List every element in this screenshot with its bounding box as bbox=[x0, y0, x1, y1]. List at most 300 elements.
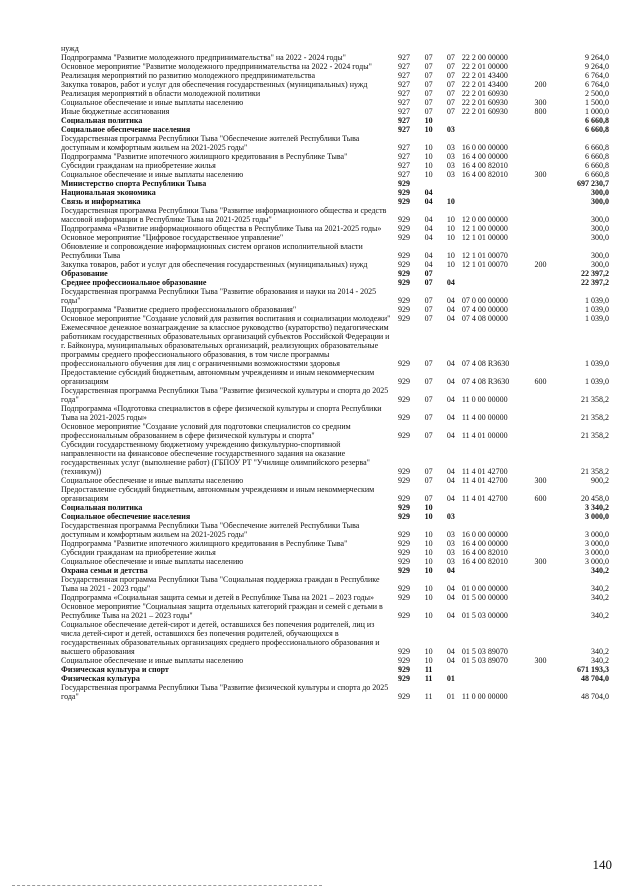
row-amount: 300,0 bbox=[591, 260, 609, 269]
row-subsection-code: 03 bbox=[446, 530, 455, 539]
row-amount: 21 358,2 bbox=[581, 395, 609, 404]
row-amount: 340,2 bbox=[591, 593, 609, 602]
row-section-code: 10 bbox=[424, 611, 433, 620]
row-name: Социальное обеспечение и иные выплаты населению bbox=[61, 170, 244, 179]
row-expense-type: 300 bbox=[534, 656, 547, 665]
row-name: Социальное обеспечение населения bbox=[61, 512, 191, 521]
row-expense-type bbox=[528, 89, 552, 98]
row-expense-type bbox=[528, 521, 552, 539]
row-gr-code: 929 bbox=[397, 305, 410, 314]
row-gr-code: 929 bbox=[397, 179, 410, 188]
row-name: Подпрограмма "Развитие среднего профессионального образования" bbox=[61, 305, 297, 314]
row-name: Государственная программа Республики Тыва "Обеспечение жителей Республики Тыва доступным и комфортным жильем на 2021-2025 годы" bbox=[61, 134, 360, 152]
row-amount: 9 264,0 bbox=[585, 62, 609, 71]
row-name: Подпрограмма «Развитие информационного общества в Республике Тыва на 2021-2025 годы» bbox=[61, 224, 382, 233]
row-subsection-code: 04 bbox=[446, 413, 455, 422]
row-expense-type: 200 bbox=[534, 260, 547, 269]
table-row bbox=[61, 602, 609, 620]
page-number: 140 bbox=[592, 857, 612, 872]
row-name: Социальное обеспечение и иные выплаты населению bbox=[61, 557, 244, 566]
row-gr-code: 927 bbox=[397, 161, 410, 170]
row-gr-code: 929 bbox=[397, 584, 410, 593]
row-name: Предоставление субсидий бюджетным, автономным учреждениям и иным некоммерческим организациям bbox=[61, 368, 375, 386]
row-target-code bbox=[462, 566, 528, 575]
row-subsection-code bbox=[440, 44, 462, 53]
table-row bbox=[61, 422, 609, 440]
table-row bbox=[61, 368, 609, 386]
row-gr-code: 929 bbox=[397, 530, 410, 539]
row-name: Закупка товаров, работ и услуг для обеспечения государственных (муниципальных) нужд bbox=[61, 80, 368, 89]
row-target-code: 11 4 01 42700 bbox=[461, 494, 508, 503]
row-expense-type: 300 bbox=[534, 557, 547, 566]
row-gr-code: 929 bbox=[397, 656, 410, 665]
row-expense-type bbox=[528, 53, 552, 62]
row-section-code: 07 bbox=[424, 278, 433, 287]
row-section-code: 07 bbox=[424, 71, 433, 80]
row-target-code: 11 4 01 42700 bbox=[461, 476, 508, 485]
row-subsection-code: 03 bbox=[446, 512, 455, 521]
row-subsection-code: 04 bbox=[446, 305, 455, 314]
row-expense-type bbox=[528, 404, 552, 422]
row-subsection-code: 04 bbox=[446, 584, 455, 593]
row-target-code: 12 1 01 00070 bbox=[461, 260, 508, 269]
row-name: Министерство спорта Республики Тыва bbox=[61, 179, 207, 188]
row-target-code bbox=[462, 278, 528, 287]
table-row bbox=[61, 557, 609, 566]
row-amount: 340,2 bbox=[591, 566, 609, 575]
table-row bbox=[61, 656, 609, 665]
table-row bbox=[61, 539, 609, 548]
row-name: Государственная программа Республики Тыва "Развитие информационного общества и средств массовой информации в Республике Тыва на 2021-2025 годы" bbox=[61, 206, 387, 224]
row-expense-type bbox=[528, 44, 552, 53]
row-section-code: 07 bbox=[424, 395, 433, 404]
row-gr-code: 929 bbox=[397, 593, 410, 602]
row-expense-type bbox=[528, 152, 552, 161]
row-section-code: 11 bbox=[424, 665, 433, 674]
row-amount: 1 500,0 bbox=[585, 98, 609, 107]
row-gr-code: 927 bbox=[397, 152, 410, 161]
row-section-code: 04 bbox=[424, 224, 433, 233]
row-amount: 6 764,0 bbox=[585, 71, 609, 80]
row-amount: 21 358,2 bbox=[581, 431, 609, 440]
row-subsection-code: 04 bbox=[446, 476, 455, 485]
row-amount: 340,2 bbox=[591, 647, 609, 656]
row-expense-type: 600 bbox=[534, 494, 547, 503]
row-name: Национальная экономика bbox=[61, 188, 156, 197]
row-name: Субсидии гражданам на приобретение жилья bbox=[61, 548, 216, 557]
row-subsection-code: 07 bbox=[446, 71, 455, 80]
row-target-code: 12 0 00 00000 bbox=[461, 215, 508, 224]
row-expense-type: 200 bbox=[534, 80, 547, 89]
row-amount: 21 358,2 bbox=[581, 413, 609, 422]
row-subsection-code: 04 bbox=[446, 377, 455, 386]
row-gr-code: 929 bbox=[397, 197, 410, 206]
row-subsection-code bbox=[440, 188, 462, 197]
row-target-code: 07 4 00 00000 bbox=[461, 305, 508, 314]
row-name: Подпрограмма "Развитие ипотечного жилищного кредитования в Республике Тыва" bbox=[61, 539, 348, 548]
table-row bbox=[61, 125, 609, 134]
row-amount: 340,2 bbox=[591, 584, 609, 593]
row-target-code: 01 5 03 89070 bbox=[461, 656, 508, 665]
row-section-code: 07 bbox=[424, 89, 433, 98]
row-name: Государственная программа Республики Тыва "Обеспечение жителей Республики Тыва доступным и комфортным жильем на 2021-2025 годы" bbox=[61, 521, 360, 539]
row-section-code: 07 bbox=[424, 467, 433, 476]
row-section-code: 07 bbox=[424, 494, 433, 503]
table-row bbox=[61, 134, 609, 152]
row-gr-code: 929 bbox=[397, 233, 410, 242]
row-target-code: 11 4 01 42700 bbox=[461, 467, 508, 476]
row-target-code: 07 4 08 R3630 bbox=[461, 359, 510, 368]
row-amount: 300,0 bbox=[591, 251, 609, 260]
row-amount: 1 039,0 bbox=[585, 377, 609, 386]
row-section-code: 07 bbox=[424, 377, 433, 386]
row-subsection-code: 04 bbox=[446, 296, 455, 305]
row-amount: 340,2 bbox=[591, 656, 609, 665]
row-expense-type bbox=[528, 602, 552, 620]
row-target-code: 22 2 01 43400 bbox=[461, 80, 508, 89]
row-target-code: 11 0 00 00000 bbox=[461, 692, 508, 701]
row-section-code: 10 bbox=[424, 116, 433, 125]
table-row bbox=[61, 107, 609, 116]
row-amount: 9 264,0 bbox=[585, 53, 609, 62]
row-amount: 22 397,2 bbox=[581, 278, 609, 287]
row-name: Основное мероприятие "Цифровое государственное управление" bbox=[61, 233, 284, 242]
row-amount: 3 000,0 bbox=[585, 557, 609, 566]
row-expense-type: 300 bbox=[534, 476, 547, 485]
row-name: Социальное обеспечение населения bbox=[61, 125, 191, 134]
row-expense-type bbox=[528, 503, 552, 512]
row-name: Субсидии гражданам на приобретение жилья bbox=[61, 161, 216, 170]
row-section-code: 10 bbox=[424, 647, 433, 656]
row-section-code: 10 bbox=[424, 170, 433, 179]
row-expense-type bbox=[528, 440, 552, 476]
row-subsection-code: 10 bbox=[446, 233, 455, 242]
row-target-code bbox=[462, 503, 528, 512]
row-subsection-code: 01 bbox=[446, 674, 455, 683]
row-expense-type bbox=[528, 323, 552, 368]
row-subsection-code: 03 bbox=[446, 143, 455, 152]
row-name: Физическая культура и спорт bbox=[61, 665, 169, 674]
table-row bbox=[61, 89, 609, 98]
row-section-code: 10 bbox=[424, 143, 433, 152]
row-amount: 300,0 bbox=[591, 224, 609, 233]
row-target-code bbox=[462, 125, 528, 134]
table-row bbox=[61, 620, 609, 656]
row-subsection-code: 03 bbox=[446, 170, 455, 179]
table-row bbox=[61, 224, 609, 233]
row-amount: 6 660,8 bbox=[585, 116, 609, 125]
row-section-code: 10 bbox=[424, 125, 433, 134]
row-subsection-code: 03 bbox=[446, 161, 455, 170]
row-target-code bbox=[462, 44, 528, 53]
row-gr-code: 929 bbox=[397, 278, 410, 287]
row-expense-type bbox=[528, 242, 552, 260]
row-section-code: 04 bbox=[424, 233, 433, 242]
row-target-code bbox=[462, 512, 528, 521]
row-name: Основное мероприятие "Создание условий для развития воспитания и социализации молодежи" bbox=[61, 314, 391, 323]
table-row bbox=[61, 278, 609, 287]
row-amount: 20 458,0 bbox=[581, 494, 609, 503]
row-expense-type: 300 bbox=[534, 98, 547, 107]
row-gr-code: 929 bbox=[397, 395, 410, 404]
row-expense-type bbox=[528, 197, 552, 206]
table-row bbox=[61, 44, 609, 53]
budget-table-body bbox=[61, 44, 609, 701]
row-amount: 6 660,8 bbox=[585, 125, 609, 134]
row-section-code: 10 bbox=[424, 566, 433, 575]
row-name: Реализация мероприятий в области молодежной политики bbox=[61, 89, 261, 98]
row-subsection-code: 03 bbox=[446, 548, 455, 557]
row-target-code bbox=[462, 179, 528, 188]
row-gr-code: 929 bbox=[397, 548, 410, 557]
table-row bbox=[61, 242, 609, 260]
row-expense-type bbox=[528, 539, 552, 548]
row-gr-code: 927 bbox=[397, 170, 410, 179]
row-target-code: 12 1 01 00000 bbox=[461, 233, 508, 242]
row-subsection-code bbox=[440, 116, 462, 125]
row-gr-code: 929 bbox=[397, 647, 410, 656]
row-name: Основное мероприятие "Социальная защита отдельных категорий граждан и семей с детьми в Республике Тыва на 2021 – 2023 годы" bbox=[61, 602, 383, 620]
row-subsection-code: 04 bbox=[446, 314, 455, 323]
row-gr-code: 929 bbox=[397, 314, 410, 323]
row-expense-type bbox=[528, 269, 552, 278]
row-name: Основное мероприятие "Создание условий для подготовки специалистов со средним профессиональным образованием в сфере физической культуры и спорта" bbox=[61, 422, 351, 440]
row-amount: 340,2 bbox=[591, 611, 609, 620]
row-expense-type bbox=[528, 314, 552, 323]
row-amount: 1 039,0 bbox=[585, 305, 609, 314]
row-name: Обновление и сопровождение информационных систем органов исполнительной власти Республики Тыва bbox=[61, 242, 363, 260]
table-row bbox=[61, 188, 609, 197]
row-target-code: 16 4 00 00000 bbox=[461, 152, 508, 161]
row-target-code bbox=[462, 269, 528, 278]
row-subsection-code: 04 bbox=[446, 278, 455, 287]
row-section-code: 10 bbox=[424, 584, 433, 593]
table-row bbox=[61, 485, 609, 503]
row-name: Связь и информатика bbox=[61, 197, 141, 206]
row-section-code: 11 bbox=[424, 692, 433, 701]
row-subsection-code: 07 bbox=[446, 89, 455, 98]
row-subsection-code: 10 bbox=[446, 224, 455, 233]
row-gr-code: 929 bbox=[397, 260, 410, 269]
row-gr-code: 927 bbox=[397, 71, 410, 80]
row-name: Среднее профессиональное образование bbox=[61, 278, 207, 287]
row-expense-type bbox=[528, 593, 552, 602]
row-target-code: 01 0 00 00000 bbox=[461, 584, 508, 593]
row-subsection-code: 07 bbox=[446, 80, 455, 89]
row-subsection-code bbox=[440, 503, 462, 512]
row-section-code: 07 bbox=[424, 296, 433, 305]
row-gr-code: 929 bbox=[397, 224, 410, 233]
row-amount: 3 000,0 bbox=[585, 530, 609, 539]
row-target-code: 16 4 00 00000 bbox=[461, 539, 508, 548]
row-amount: 6 660,8 bbox=[585, 170, 609, 179]
footer-rule bbox=[12, 885, 322, 886]
table-row bbox=[61, 233, 609, 242]
row-section-code: 07 bbox=[424, 107, 433, 116]
row-subsection-code: 10 bbox=[446, 260, 455, 269]
row-amount: 697 230,7 bbox=[577, 179, 609, 188]
row-gr-code: 927 bbox=[397, 143, 410, 152]
row-target-code: 07 4 08 00000 bbox=[461, 314, 508, 323]
row-expense-type: 800 bbox=[534, 107, 547, 116]
row-section-code: 07 bbox=[424, 53, 433, 62]
table-row bbox=[61, 206, 609, 224]
table-row bbox=[61, 683, 609, 701]
row-amount: 300,0 bbox=[591, 215, 609, 224]
row-gr-code: 929 bbox=[397, 611, 410, 620]
table-row bbox=[61, 521, 609, 539]
row-gr-code: 929 bbox=[397, 188, 410, 197]
row-target-code: 12 1 01 00070 bbox=[461, 251, 508, 260]
row-amount: 300,0 bbox=[591, 197, 609, 206]
row-gr-code: 929 bbox=[397, 566, 410, 575]
row-subsection-code: 04 bbox=[446, 431, 455, 440]
table-row bbox=[61, 440, 609, 476]
row-subsection-code: 10 bbox=[446, 251, 455, 260]
table-row bbox=[61, 116, 609, 125]
row-target-code: 16 4 00 82010 bbox=[461, 557, 508, 566]
row-target-code: 16 0 00 00000 bbox=[461, 530, 508, 539]
row-expense-type bbox=[528, 287, 552, 305]
row-subsection-code: 03 bbox=[446, 125, 455, 134]
row-gr-code: 929 bbox=[397, 431, 410, 440]
row-subsection-code: 04 bbox=[446, 359, 455, 368]
row-amount: 1 000,0 bbox=[585, 107, 609, 116]
row-section-code: 04 bbox=[424, 251, 433, 260]
row-section-code: 10 bbox=[424, 161, 433, 170]
row-section-code: 10 bbox=[424, 539, 433, 548]
row-amount: 900,2 bbox=[591, 476, 609, 485]
row-amount: 300,0 bbox=[591, 233, 609, 242]
row-target-code bbox=[462, 197, 528, 206]
row-name: Субсидии государственному бюджетному учреждению физкультурно-спортивной направленности на финансовое обеспечение государственного задания на оказание государственных услуг (выполнение работ) (ГБПОУ РТ "Училище олимпийского резерва" (техникум)) bbox=[61, 440, 370, 476]
row-expense-type bbox=[528, 575, 552, 593]
row-gr-code: 927 bbox=[397, 53, 410, 62]
row-gr-code: 929 bbox=[397, 215, 410, 224]
table-row bbox=[61, 179, 609, 188]
row-name: Социальное обеспечение детей-сирот и детей, оставшихся без попечения родителей, лиц из числа детей-сирот и детей, оставшихся без попечения родителей, обучающихся в государственных образовательных организациях среднего профессионального образования и высшего образования bbox=[61, 620, 380, 656]
table-row bbox=[61, 71, 609, 80]
row-name: Ежемесячное денежное вознаграждение за классное руководство (кураторство) педагогическим работникам государственных образовательных организаций субъектов Российской Федерации и г. Байконура, муниципальных образовательных организаций, реализующих образовательные программы среднего профессионального образования, в том числе программы профессионального обучения для лиц с ограниченными возможностями здоровья bbox=[61, 323, 390, 368]
row-amount: 6 660,8 bbox=[585, 143, 609, 152]
row-target-code bbox=[462, 674, 528, 683]
row-expense-type bbox=[528, 305, 552, 314]
row-gr-code: 927 bbox=[397, 116, 410, 125]
row-amount: 6 660,8 bbox=[585, 161, 609, 170]
row-expense-type bbox=[528, 674, 552, 683]
row-subsection-code: 07 bbox=[446, 53, 455, 62]
row-name: Социальное обеспечение и иные выплаты населению bbox=[61, 656, 244, 665]
row-expense-type bbox=[528, 206, 552, 224]
row-section-code: 07 bbox=[424, 413, 433, 422]
row-section-code: 07 bbox=[424, 476, 433, 485]
row-target-code: 01 5 00 00000 bbox=[461, 593, 508, 602]
row-name: Социальное обеспечение и иные выплаты населению bbox=[61, 476, 244, 485]
row-amount bbox=[553, 44, 609, 53]
row-amount: 2 500,0 bbox=[585, 89, 609, 98]
table-row bbox=[61, 305, 609, 314]
row-expense-type bbox=[528, 188, 552, 197]
row-section-code: 10 bbox=[424, 503, 433, 512]
row-section-code: 07 bbox=[424, 269, 433, 278]
table-row bbox=[61, 152, 609, 161]
row-target-code: 16 0 00 00000 bbox=[461, 143, 508, 152]
row-amount: 48 704,0 bbox=[581, 692, 609, 701]
row-gr-code: 929 bbox=[397, 503, 410, 512]
row-subsection-code bbox=[440, 665, 462, 674]
table-row bbox=[61, 404, 609, 422]
row-gr-code: 929 bbox=[397, 539, 410, 548]
table-row bbox=[61, 80, 609, 89]
row-subsection-code: 04 bbox=[446, 467, 455, 476]
row-section-code: 10 bbox=[424, 548, 433, 557]
row-expense-type bbox=[528, 548, 552, 557]
row-target-code: 11 4 00 00000 bbox=[461, 413, 508, 422]
row-gr-code: 927 bbox=[397, 107, 410, 116]
row-expense-type bbox=[528, 665, 552, 674]
table-row bbox=[61, 665, 609, 674]
row-section-code: 10 bbox=[424, 593, 433, 602]
row-section-code: 10 bbox=[424, 530, 433, 539]
row-gr-code: 929 bbox=[397, 269, 410, 278]
row-gr-code: 929 bbox=[397, 377, 410, 386]
row-name: Государственная программа Республики Тыва "Развитие образования и науки на 2014 - 2025 годы" bbox=[61, 287, 377, 305]
row-target-code: 16 4 00 82010 bbox=[461, 161, 508, 170]
row-expense-type bbox=[528, 179, 552, 188]
table-row bbox=[61, 548, 609, 557]
row-name: Социальная политика bbox=[61, 503, 143, 512]
budget-table bbox=[61, 44, 609, 701]
row-target-code: 22 2 01 60930 bbox=[461, 89, 508, 98]
row-name: Физическая культура bbox=[61, 674, 140, 683]
row-subsection-code: 04 bbox=[446, 395, 455, 404]
row-subsection-code: 07 bbox=[446, 62, 455, 71]
row-target-code: 22 2 00 00000 bbox=[461, 53, 508, 62]
row-section-code: 10 bbox=[424, 656, 433, 665]
row-expense-type: 300 bbox=[534, 170, 547, 179]
row-target-code: 11 0 00 00000 bbox=[461, 395, 508, 404]
row-expense-type bbox=[528, 161, 552, 170]
table-row bbox=[61, 98, 609, 107]
row-name: Иные бюджетные ассигнования bbox=[61, 107, 170, 116]
row-gr-code: 929 bbox=[397, 359, 410, 368]
row-section-code: 04 bbox=[424, 197, 433, 206]
row-gr-code: 929 bbox=[397, 494, 410, 503]
row-subsection-code: 03 bbox=[446, 152, 455, 161]
row-gr-code: 927 bbox=[397, 98, 410, 107]
row-subsection-code: 03 bbox=[446, 539, 455, 548]
row-section-code: 10 bbox=[424, 152, 433, 161]
table-row bbox=[61, 170, 609, 179]
row-target-code: 11 4 01 00000 bbox=[461, 431, 508, 440]
row-section-code: 07 bbox=[424, 98, 433, 107]
row-target-code: 16 4 00 82010 bbox=[461, 548, 508, 557]
row-section-code bbox=[418, 179, 440, 188]
row-amount: 21 358,2 bbox=[581, 467, 609, 476]
row-target-code: 01 5 03 00000 bbox=[461, 611, 508, 620]
row-name: нужд bbox=[61, 44, 79, 53]
row-expense-type bbox=[528, 278, 552, 287]
row-gr-code bbox=[390, 44, 417, 53]
row-amount: 3 000,0 bbox=[585, 539, 609, 548]
row-target-code: 01 5 03 89070 bbox=[461, 647, 508, 656]
row-gr-code: 927 bbox=[397, 62, 410, 71]
row-target-code: 12 1 00 00000 bbox=[461, 224, 508, 233]
row-section-code: 10 bbox=[424, 557, 433, 566]
row-amount: 48 704,0 bbox=[581, 674, 609, 683]
row-target-code: 22 2 01 43400 bbox=[461, 71, 508, 80]
table-row bbox=[61, 62, 609, 71]
